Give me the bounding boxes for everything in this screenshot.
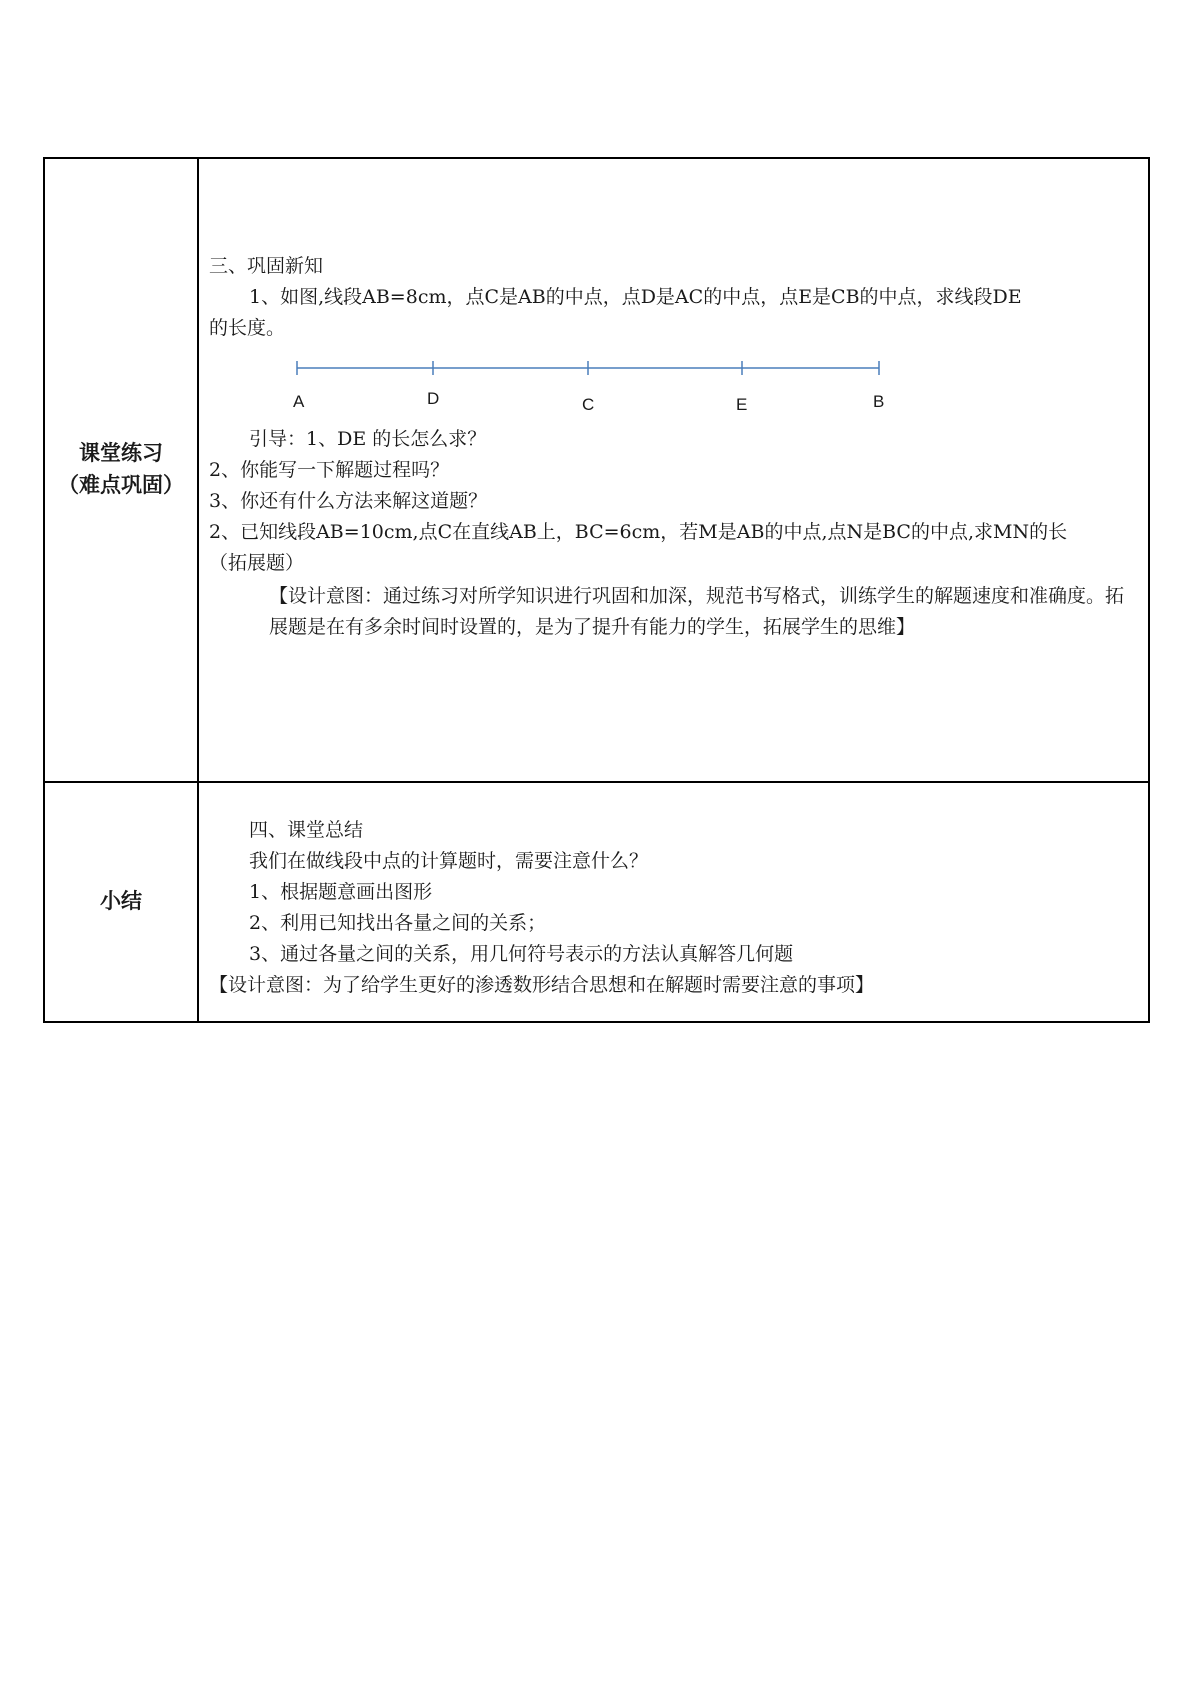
point-label-E: E: [736, 395, 748, 414]
question-1-line2: 的长度。: [209, 317, 286, 339]
guide-1: 引导：1、DE 的长怎么求？: [249, 428, 487, 450]
section-title-summary: 四、课堂总结: [249, 819, 364, 841]
row-content-practice: [198, 158, 1149, 782]
point-label-B: B: [873, 392, 885, 411]
row-label-summary: [44, 782, 198, 1022]
point-label-C: C: [582, 395, 595, 414]
label-practice-line2: （难点巩固）: [58, 474, 184, 497]
guide-3: 3、你还有什么方法来解这道题？: [209, 490, 488, 512]
row-label-practice: [44, 158, 198, 782]
row-content-summary: [198, 782, 1149, 1022]
line-segment-svg: [209, 348, 1109, 418]
summary-question: 我们在做线段中点的计算题时，需要注意什么？: [249, 850, 649, 872]
lesson-plan-table: [43, 157, 1150, 1023]
guide-2: 2、你能写一下解题过程吗？: [209, 459, 450, 481]
table-row-summary: [44, 782, 1149, 1022]
design-intent-practice: 【设计意图：通过练习对所学知识进行巩固和加深，规范书写格式，训练学生的解题速度和准确度。拓展题是在有多余时间时设置的，是为了提升有能力的学生，拓展学生的思维】: [269, 585, 1125, 638]
label-practice-line1: 课堂练习: [79, 442, 163, 465]
point-label-A: A: [293, 392, 305, 411]
point-label-D: D: [427, 389, 440, 408]
question-1: [209, 282, 1138, 313]
table-row-practice: [44, 158, 1149, 782]
summary-item-2: 2、利用已知找出各量之间的关系；: [249, 912, 547, 934]
question-2-line1: 2、已知线段AB=10cm,点C在直线AB上，BC=6cm，若M是AB的中点,点N是BC的中点,求MN的长: [209, 521, 1068, 543]
lesson-plan-sheet: [43, 157, 1150, 1023]
question-2-line2: （拓展题）: [209, 552, 305, 574]
section-title-consolidate: 三、巩固新知: [209, 255, 324, 277]
design-intent-summary: 【设计意图：为了给学生更好的渗透数形结合思想和在解题时需要注意的事项】: [209, 974, 875, 996]
summary-item-3: 3、通过各量之间的关系，用几何符号表示的方法认真解答几何题: [249, 943, 794, 965]
label-summary: 小结: [100, 890, 142, 913]
summary-item-1: 1、根据题意画出图形: [249, 881, 433, 903]
question-1-line1: 1、如图,线段AB=8cm，点C是AB的中点，点D是AC的中点，点E是CB的中点，求线段DE: [249, 286, 1022, 308]
line-segment-diagram: [209, 348, 1138, 412]
